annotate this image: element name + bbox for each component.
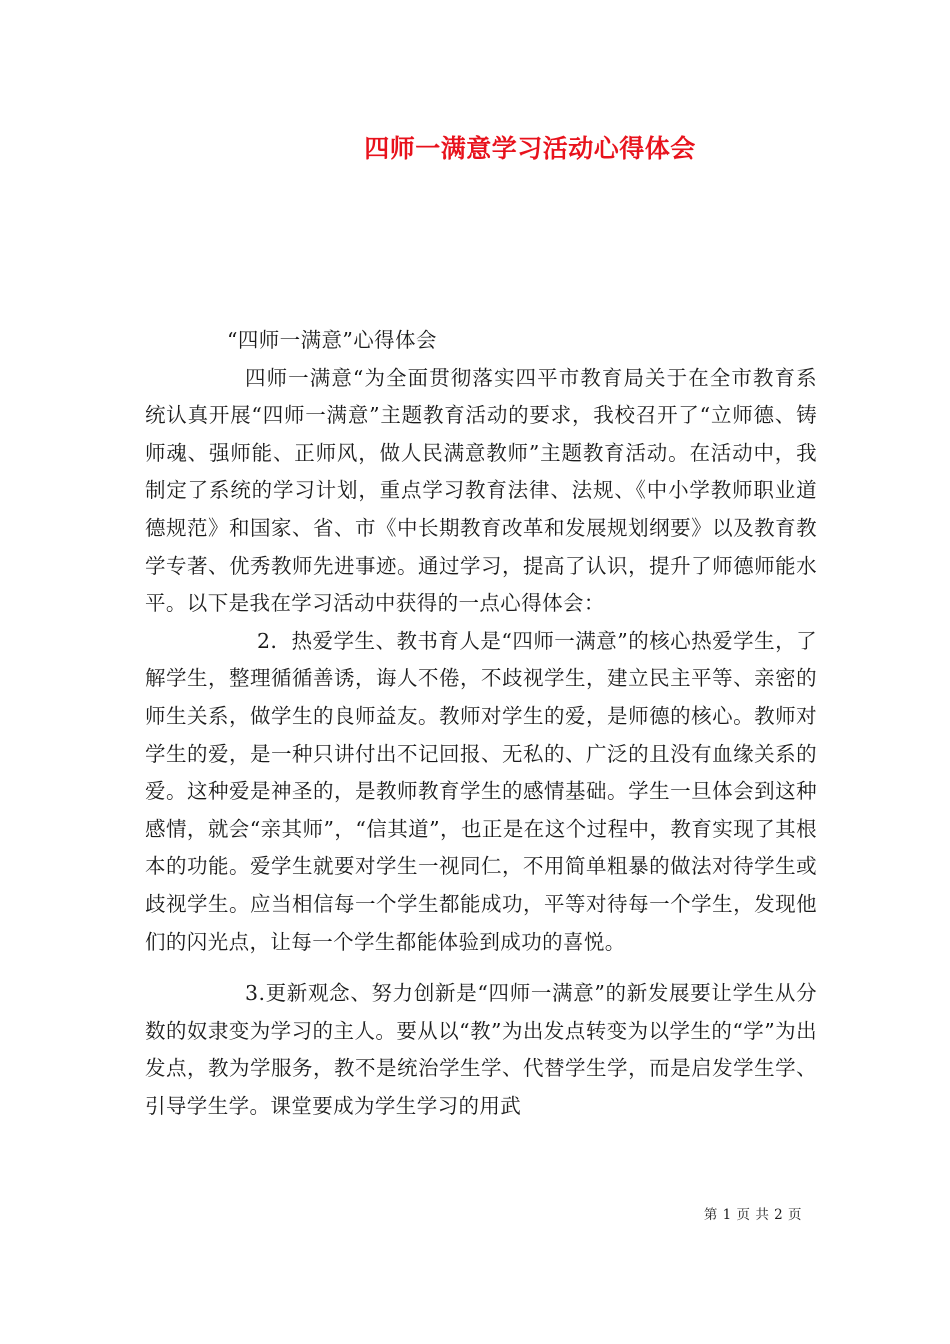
page-number: 第 1 页 共 2 页: [703, 1207, 802, 1223]
document-title: 四师一满意学习活动心得体会: [364, 134, 696, 163]
paragraph-point-2: 2．热爱学生、教书育人是“四师一满意”的核心热爱学生，了解学生，整理循循善诱，诲人不倦，不歧视学生，建立民主平等、亲密的师生关系，做学生的良师益友。教师对学生的爱，是师德的核心。教师对学生的爱，是一种只讲付出不记回报、无私的、广泛的且没有血缘关系的爱。这种爱是神圣的，是教师教育学生的感情基础。学生一旦体会到这种感情，就会“亲其师”，“信其道”，也正是在这个过程中，教育实现了其根本的功能。爱学生就要对学生一视同仁，不用简单粗暴的做法对待学生或歧视学生。应当相信每一个学生都能成功，平等对待每一个学生，发现他们的闪光点，让每一个学生都能体验到成功的喜悦。: [145, 628, 817, 954]
document-subtitle: “四师一满意”心得体会: [227, 328, 437, 352]
document-body: [145, 322, 817, 1125]
paragraph-point-3: 3.更新观念、努力创新是“四师一满意”的新发展要让学生从分数的奴隶变为学习的主人。要从以“教”为出发点转变为以学生的“学”为出发点，教为学服务，教不是统治学生学、代替学生学，而是启发学生学、引导学生学。课堂要成为学生学习的用武: [145, 981, 817, 1118]
paragraph-intro: 四师一满意“为全面贯彻落实四平市教育局关于在全市教育系统认真开展“四师一满意”主题教育活动的要求，我校召开了“立师德、铸师魂、强师能、正师风，做人民满意教师”主题教育活动。在活动中，我制定了系统的学习计划，重点学习教育法律、法规、《中小学教师职业道德规范》和国家、省、市《中长期教育改革和发展规划纲要》以及教育教学专著、优秀教师先进事迹。通过学习，提高了认识，提升了师德师能水平。以下是我在学习活动中获得的一点心得体会：: [145, 365, 817, 616]
